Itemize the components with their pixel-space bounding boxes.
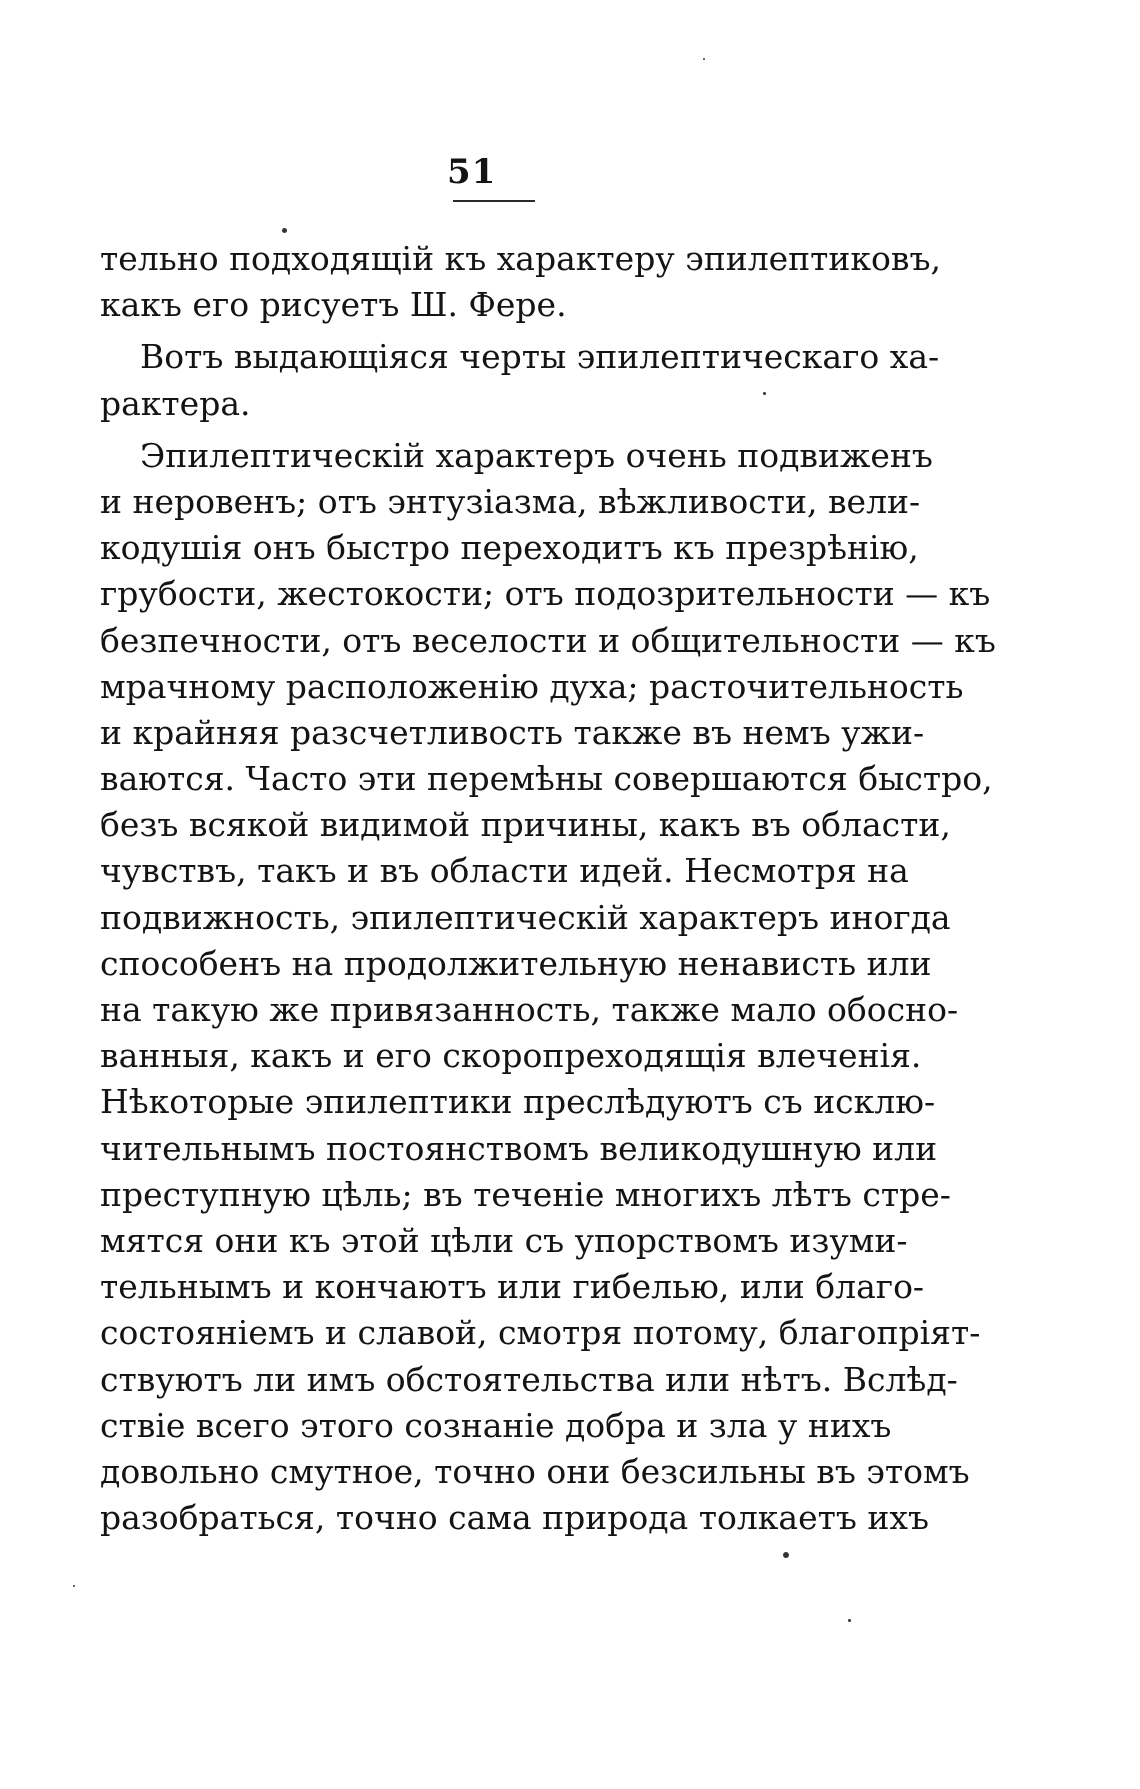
text-line: довольно смутное, точно они безсильны въ этомъ <box>100 1451 970 1491</box>
text-line: рактера. <box>100 383 251 423</box>
scan-speck <box>848 1619 851 1622</box>
scan-speck <box>73 1585 75 1587</box>
scan-speck <box>783 1552 789 1558</box>
text-line: на такую же привязанность, также мало обосно- <box>100 990 959 1029</box>
header-rule <box>453 200 535 202</box>
text-line: и неровенъ; отъ энтузiазма, вѣжливости, вели- <box>100 481 921 521</box>
text-line: Вотъ выдающiяся черты эпилептическаго ха- <box>140 337 940 377</box>
text-line: и крайняя разсчетливость также въ немъ ужи- <box>100 712 925 752</box>
text-line: состоянiемъ и славой, смотря потому, благопрiят- <box>100 1313 981 1353</box>
paragraph <box>100 236 941 328</box>
text-line: чительнымъ постоянствомъ великодушную или <box>100 1128 938 1168</box>
text-line: тельно подходящiй къ характеру эпилептиковъ, <box>100 239 941 278</box>
text-line: подвижность, эпилептическiй характеръ иногда <box>100 897 951 937</box>
paragraph <box>100 334 940 426</box>
page-number: 51 <box>447 152 497 192</box>
text-line: мятся они къ этой цѣли съ упорствомъ изуми- <box>100 1220 908 1260</box>
text-line: Нѣкоторые эпилептики преслѣдуютъ съ исклю- <box>100 1082 936 1122</box>
text-line: Эпилептическiй характеръ очень подвиженъ <box>140 435 933 475</box>
text-line: кодушiя онъ быстро переходитъ къ презрѣнiю, <box>100 528 919 568</box>
text-line: тельнымъ и кончаютъ или гибелью, или благо- <box>100 1267 925 1307</box>
text-line: какъ его рисуетъ Ш. Фере. <box>100 285 567 325</box>
text-line: ствуютъ ли имъ обстоятельства или нѣтъ. Вслѣд- <box>100 1359 958 1399</box>
text-line: ванныя, какъ и его скоропреходящiя влеченiя. <box>100 1036 922 1076</box>
text-line: безъ всякой видимой причины, какъ въ области, <box>100 805 951 845</box>
text-line: чувствъ, такъ и въ области идей. Несмотря на <box>100 851 909 891</box>
text-line: грубости, жестокости; отъ подозрительности — къ <box>100 574 991 614</box>
text-line: мрачному расположенiю духа; расточительность <box>100 666 964 706</box>
text-line: ваются. Часто эти перемѣны совершаются быстро, <box>100 759 993 799</box>
body-text <box>100 236 996 1541</box>
text-line: безпечности, отъ веселости и общительности — къ <box>100 620 996 660</box>
scan-speck <box>282 228 287 233</box>
paragraph <box>100 433 996 1542</box>
scan-speck <box>703 58 705 60</box>
scan-speck <box>763 392 766 395</box>
text-line: способенъ на продолжительную ненависть или <box>100 943 932 983</box>
text-line: преступную цѣль; въ теченiе многихъ лѣтъ стре- <box>100 1174 951 1214</box>
text-line: ствiе всего этого сознанiе добра и зла у нихъ <box>100 1405 892 1445</box>
text-line: разобраться, точно сама природа толкаетъ ихъ <box>100 1498 929 1538</box>
